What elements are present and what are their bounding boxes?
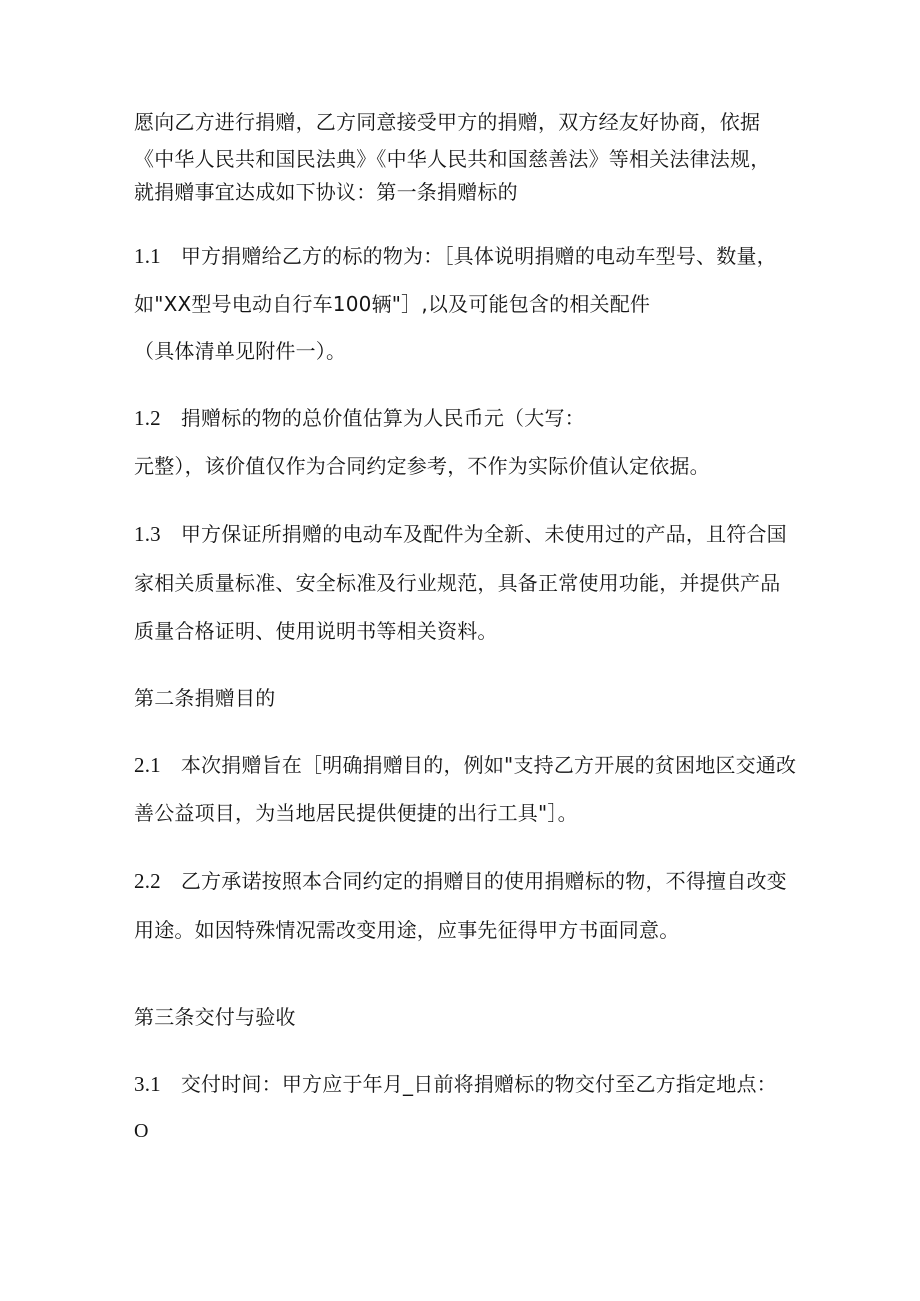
line-text: 善公益项目，为当地居民提供便捷的出行工具"］。	[134, 801, 578, 825]
line-text: 本次捐赠旨在［明确捐赠目的，例如"支持乙方开展的贫困地区交通改	[180, 753, 797, 777]
line-text: 甲方保证所捐赠的电动车及配件为全新、未使用过的产品，且符合国	[180, 522, 787, 546]
text-line	[134, 1117, 149, 1145]
line-text: 乙方承诺按照本合同约定的捐赠目的使用捐赠标的物，不得擅自改变	[180, 869, 787, 893]
clause-number: 1.1	[134, 244, 161, 268]
text-line	[134, 916, 679, 944]
text-line	[134, 145, 770, 173]
line-text: 捐赠标的物的总价值估算为人民币元（大写：	[180, 406, 585, 430]
line-text: 如"XX型号电动自行车100辆"］,以及可能包含的相关配件	[134, 292, 651, 316]
line-text: 质量合格证明、使用说明书等相关资料。	[134, 619, 498, 643]
line-text: 愿向乙方进行捐赠，乙方同意接受甲方的捐赠，双方经友好协商，依据	[134, 110, 761, 134]
text-line	[134, 290, 650, 318]
clause-3-1	[134, 1070, 777, 1098]
text-line	[134, 617, 498, 645]
clause-2-1	[134, 751, 796, 779]
clause-1-3	[134, 520, 787, 548]
text-line	[134, 799, 578, 827]
line-text: 第三条交付与验收	[134, 1005, 296, 1029]
clause-number: 1.3	[134, 522, 161, 546]
text-line	[134, 108, 760, 136]
clause-number: 2.2	[134, 869, 161, 893]
line-text: 就捐赠事宜达成如下协议：第一条捐赠标的	[134, 180, 518, 204]
clause-number: 2.1	[134, 753, 161, 777]
line-text: 家相关质量标准、安全标准及行业规范，具备正常使用功能，并提供产品	[134, 571, 781, 595]
clause-1-1	[134, 242, 777, 270]
clause-number: 1.2	[134, 406, 161, 430]
line-text: 第二条捐赠目的	[134, 686, 276, 710]
text-line	[134, 569, 780, 597]
article-heading	[134, 1003, 296, 1031]
line-text: （具体清单见附件一）。	[134, 339, 347, 363]
line-text: 元整），该价值仅作为合同约定参考，不作为实际价值认定依据。	[134, 454, 710, 478]
line-text: O	[134, 1120, 149, 1142]
clause-2-2	[134, 867, 787, 895]
line-text: 交付时间：甲方应于年月_日前将捐赠标的物交付至乙方指定地点：	[180, 1072, 777, 1096]
clause-number: 3.1	[134, 1072, 161, 1096]
line-text: 甲方捐赠给乙方的标的物为：［具体说明捐赠的电动车型号、数量，	[180, 244, 777, 268]
line-text: 用途。如因特殊情况需改变用途，应事先征得甲方书面同意。	[134, 918, 680, 942]
article-heading	[134, 684, 275, 712]
line-text: 《中华人民共和国民法典》《中华人民共和国慈善法》等相关法律法规，	[134, 147, 771, 171]
text-line	[134, 452, 710, 480]
text-line	[134, 337, 346, 365]
text-line	[134, 178, 518, 206]
clause-1-2	[134, 404, 585, 432]
